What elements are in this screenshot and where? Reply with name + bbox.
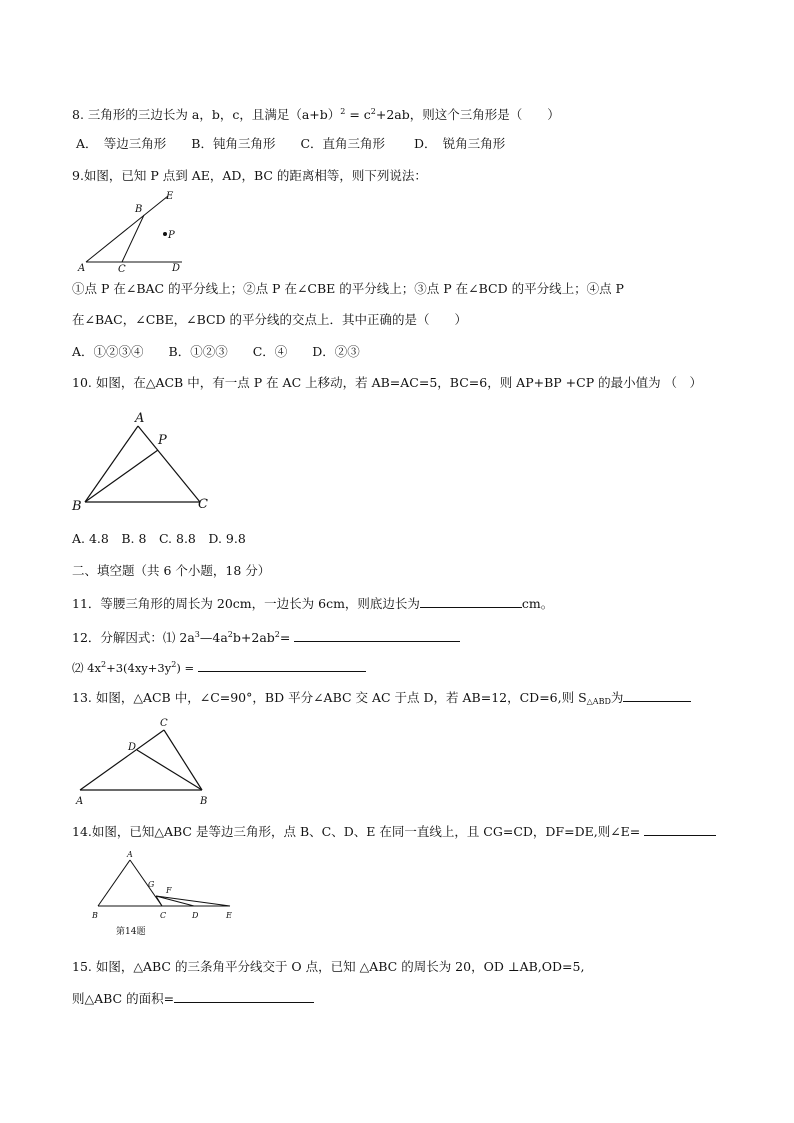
- section-title-fill-in: 二、填空题（共 6 个小题，18 分）: [72, 563, 271, 578]
- q10-figure: [70, 410, 215, 515]
- q15-answer-blank[interactable]: [174, 990, 314, 1003]
- q14-caption: 第14题: [116, 927, 146, 937]
- q9-label-d: D: [172, 263, 181, 274]
- q9-label-e: E: [166, 191, 174, 202]
- q13-label-d: D: [128, 742, 137, 753]
- q12-part1-answer-blank[interactable]: [294, 629, 460, 642]
- q12-part2: ⑵ $4x^2+3(4xy+3y^2)$ =: [72, 657, 366, 676]
- q9-line2: 在∠BAC，∠CBE，∠BCD 的平分线的交点上．其中正确的是（ ）: [72, 312, 468, 327]
- q14-label-b: B: [92, 911, 98, 920]
- q14-label-d: D: [192, 911, 199, 920]
- q13-stem: 13. 如图，△ACB 中，∠C=90°，BD 平分∠ABC 交 AC 于点 D，若 AB=12，CD=6,则 $S_{\triangle ABD}$为: [72, 689, 691, 710]
- q9-label-b: B: [135, 204, 143, 215]
- q14-label-e: E: [226, 911, 232, 920]
- q14-label-c: C: [160, 911, 167, 920]
- q8-options: A． 等边三角形 B．钝角三角形 C．直角三角形 D． 锐角三角形: [76, 136, 506, 151]
- q9-label-c: C: [118, 264, 126, 275]
- q13-label-c: C: [160, 718, 168, 729]
- q13-label-a: A: [76, 796, 84, 807]
- q10-stem: 10. 如图，在△ACB 中，有一点 P 在 AC 上移动，若 AB=AC=5，BC=6，则 AP+BP +CP 的最小值为 （ ）: [72, 375, 703, 390]
- q9-line1: ①点 P 在∠BAC 的平分线上；②点 P 在∠CBE 的平分线上；③点 P 在∠BCD 的平分线上；④点 P: [72, 281, 624, 296]
- q14-stem: 14.如图，已知△ABC 是等边三角形，点 B、C、D、E 在同一直线上，且 CG=CD，DF=DE,则∠E=: [72, 823, 716, 840]
- q8-stem: 8. 三角形的三边长为 a，b，c，且满足$(a+b)^2 = c^2+2ab$，则这个三角形是（ ）: [72, 107, 560, 122]
- q10-label-b: B: [72, 499, 82, 514]
- q9-figure: [76, 188, 196, 278]
- q14-label-f: F: [166, 886, 172, 895]
- q9-stem: 9.如图，已知 P 点到 AE，AD，BC 的距离相等，则下列说法：: [72, 168, 427, 183]
- q11-stem: 11．等腰三角形的周长为 20cm，一边长为 6cm，则底边长为 cm。: [72, 596, 554, 611]
- q13-figure: [72, 712, 217, 807]
- q11-answer-blank[interactable]: [420, 595, 522, 608]
- q12-part1: 12．分解因式：⑴ $2a^3—4a^2b+2ab^2=$: [72, 627, 460, 646]
- q13-answer-blank[interactable]: [623, 689, 691, 702]
- q9-label-a: A: [78, 263, 86, 274]
- q13-label-b: B: [200, 796, 208, 807]
- q14-figure: [90, 848, 240, 940]
- q14-answer-blank[interactable]: [644, 823, 716, 836]
- q10-label-a: A: [135, 411, 145, 426]
- q10-label-p: P: [158, 433, 167, 448]
- q9-options: A．①②③④ B．①②③ C．④ D．②③: [72, 344, 360, 359]
- q9-label-p: P: [168, 230, 175, 241]
- q12-part2-answer-blank[interactable]: [198, 659, 366, 672]
- q14-label-g: G: [148, 880, 155, 889]
- q10-options: A. 4.8 B. 8 C. 8.8 D. 9.8: [72, 531, 246, 546]
- q14-label-a: A: [127, 850, 133, 859]
- q15-stem: 15. 如图，△ABC 的三条角平分线交于 O 点，已知 △ABC 的周长为 20，OD ⊥AB,OD=5,: [72, 959, 585, 974]
- q10-label-c: C: [198, 497, 208, 512]
- q15-line2: 则△ABC 的面积=: [72, 990, 314, 1007]
